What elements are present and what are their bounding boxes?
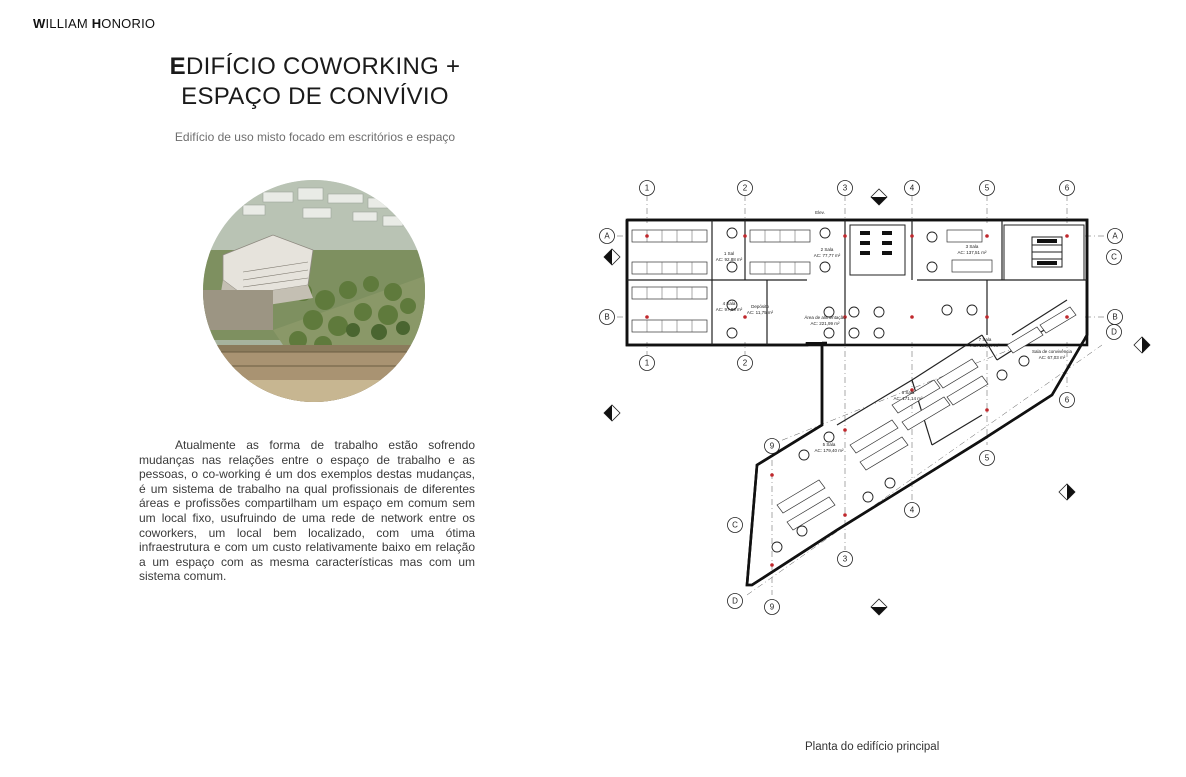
grid-label: 3 (842, 183, 848, 193)
grid-label: 9 (769, 441, 775, 451)
grid-label: 1 (644, 358, 650, 368)
room-label-sala4: 4 Sala (722, 301, 736, 306)
room-label-elev: Elev. (815, 210, 825, 215)
room-area-sala3: AC: 137,51 m² (957, 250, 987, 255)
grid-label: 9 (769, 602, 775, 612)
author-name: WILLIAM HONORIO (33, 16, 156, 31)
grid-label: 6 (1064, 183, 1070, 193)
room-label-deposito: Depósito (751, 304, 769, 309)
grid-label: A (1112, 231, 1118, 241)
grid-label: 2 (742, 358, 748, 368)
room-label-convivencia: Sala de convivência (1031, 349, 1073, 354)
grid-label: C (732, 520, 738, 530)
grid-label: C (1111, 252, 1117, 262)
grid-label: 6 (1064, 395, 1070, 405)
room-area-convivencia: AC: 67,03 m² (1038, 355, 1066, 360)
room-area-sala5: AC: 179,40 m² (814, 448, 844, 453)
room-label-sala1: 1 Sal (723, 251, 735, 256)
grid-label: 3 (842, 554, 848, 564)
room-area-sala4: AC: 97,86 m² (715, 307, 743, 312)
grid-label: B (604, 312, 610, 322)
building-render-image (203, 180, 425, 402)
grid-label: 5 (984, 183, 990, 193)
room-label-sala6: 6 Sala (901, 390, 915, 395)
page-title: EDIFÍCIO COWORKING + ESPAÇO DE CONVÍVIO (169, 53, 461, 110)
room-area-alimentacao: AC: 221,99 m² (810, 321, 840, 326)
grid-label: D (1111, 327, 1117, 337)
grid-label: 4 (909, 183, 915, 193)
room-area-deposito: AC: 11,75 m² (746, 310, 774, 315)
room-label-sala2: 2 Sala (820, 247, 834, 252)
grid-label: A (604, 231, 610, 241)
floor-plan (592, 175, 1157, 620)
grid-label: D (732, 596, 738, 606)
grid-label: B (1112, 312, 1118, 322)
grid-label: 2 (742, 183, 748, 193)
room-label-sala3: 3 Sala (965, 244, 979, 249)
room-area-sala2: AC: 77,77 m² (813, 253, 841, 258)
grid-label: 1 (644, 183, 650, 193)
room-label-sala5: 5 Sala (822, 442, 836, 447)
grid-label: 5 (984, 453, 990, 463)
room-area-sala1: AC: 92,88 m² (715, 257, 743, 262)
plan-caption: Planta do edifício principal (805, 741, 940, 753)
page-subtitle: Edifício de uso misto focado em escritórios e espaço (174, 130, 456, 144)
room-area-sala6: AC: 171,14 m² (893, 396, 923, 401)
description-paragraph: Atualmente as forma de trabalho estão sofrendo mudanças nas relações entre o espaço de trabalho e as pessoas, o co-working é um dos exemplos destas mudanças, é um sistema de trabalho na qual profissionais de diferentes áreas e profissões compartilham um espaço em comum sem um local fixo, usufruindo de uma rede de network entre os coworkers, um local bem localizado, com uma ótima infraestrutura e com um custo relativamente baixo em relação a um espaço com as mesma características mas com um sistema comum. (139, 438, 475, 584)
room-label-sala7: 7 Sala (978, 337, 992, 342)
grid-label: 4 (909, 505, 915, 515)
room-area-sala7: AC: 195,37 m² (970, 343, 1000, 348)
room-label-alimentacao: Área de alimentação (804, 315, 846, 320)
